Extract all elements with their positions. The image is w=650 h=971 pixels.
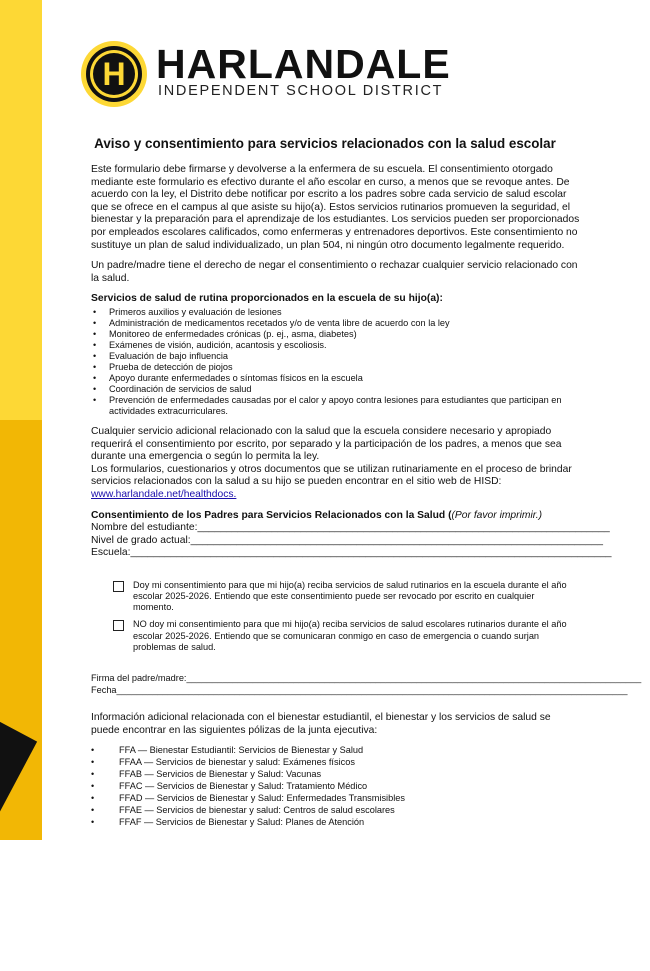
grade-level-field[interactable]: Nivel de grado actual:________________________________________________________________________	[91, 534, 603, 546]
consent-yes-option	[113, 580, 575, 614]
list-item: • Prevención de enfermedades causadas por el calor y apoyo contra lesiones para estudiantes que participan en actividades extracurriculares.	[91, 395, 581, 417]
services-list	[91, 307, 581, 417]
list-item: • FFAF — Servicios de Bienestar y Salud: Planes de Atención	[91, 817, 581, 829]
additional-services-paragraph: Cualquier servicio adicional relacionado con la salud que la escuela considere necesario y apropiado requerirá el consentimiento por escrito, por separado y la participación de los padres, a menos que sea durante una emergencia o según lo permita la ley.	[91, 425, 562, 463]
document-title: Aviso y consentimiento para servicios relacionados con la salud escolar	[94, 136, 556, 151]
list-item: • FFAA — Servicios de bienestar y salud: Exámenes físicos	[91, 757, 581, 769]
right-to-refuse-paragraph: Un padre/madre tiene el derecho de negar el consentimiento o rechazar cualquier servicio relacionado con la salud.	[91, 260, 578, 284]
document-body	[91, 164, 642, 838]
consent-heading-text: Consentimiento de los Padres para Servicios Relacionados con la Salud (	[91, 509, 452, 521]
list-item: • FFAE — Servicios de bienestar y salud: Centros de salud escolares	[91, 805, 581, 817]
list-item: • Monitoreo de enfermedades crónicas (p. ej., asma, diabetes)	[91, 329, 581, 340]
brand-name: HARLANDALE	[156, 41, 451, 87]
list-item: • FFA — Bienestar Estudiantil: Servicios de Bienestar y Salud	[91, 745, 581, 757]
consent-yes-checkbox[interactable]	[113, 581, 124, 592]
list-item: • Apoyo durante enfermedades o síntomas físicos en la escuela	[91, 373, 581, 384]
consent-options	[113, 580, 575, 653]
policies-list	[91, 745, 581, 828]
consent-heading-note: (Por favor imprimir.)	[451, 509, 543, 521]
intro-paragraph: Este formulario debe firmarse y devolverse a la enfermera de su escuela. El consentimiento otorgado mediante este formulario es efectivo durante el año escolar en curso, a menos que se revoque antes. De acuerdo con la ley, el Distrito debe notificar por escrito a los padres sobre cada servicio de salud escolar que se ofrece en el campus al que asiste su hijo(a). Estos servicios rutinarios promueven la seguridad, el bienestar y la preparación para el aprendizaje de los estudiantes. Los servicios pueden ser proporcionados por empleados escolares calificados, como enfermeras y entrenadores deportivos. Este consentimiento no sustituye un plan de salud individualizado, un plan 504, ni ningún otro documento legalmente requerido.	[91, 164, 580, 251]
district-logo	[80, 40, 460, 110]
list-item: • Evaluación de bajo influencia	[91, 351, 581, 362]
list-item: • Prueba de detección de piojos	[91, 362, 581, 373]
consent-no-label: NO doy mi consentimiento para que mi hijo(a) reciba servicios de salud escolares rutinarios durante el año escolar 2025-2026. Entiendo que se comunicaran conmigo en caso de emergencia o cuando surjan problemas de salud.	[133, 619, 567, 652]
list-item: • FFAC — Servicios de Bienestar y Salud: Tratamiento Médico	[91, 781, 581, 793]
school-field[interactable]: Escuela:____________________________________________________________________________________	[91, 547, 612, 559]
policies-intro: Información adicional relacionada con el bienestar estudiantil, el bienestar y los servicios de salud se puede encontrar en las siguientes pólizas de la junta ejecutiva:	[91, 712, 551, 736]
decorative-side-band	[0, 0, 42, 840]
list-item: • FFAB — Servicios de Bienestar y Salud: Vacunas	[91, 769, 581, 781]
harlandale-badge-icon	[80, 40, 148, 108]
forms-text: Los formularios, cuestionarios y otros documentos que se utilizan rutinariamente en el proceso de brindar servicios relacionados con la salud a su hijo se pueden encontrar en el sitio web de HISD:	[91, 463, 572, 488]
consent-heading	[91, 510, 581, 523]
consent-no-checkbox[interactable]	[113, 620, 124, 631]
badge-letter: H	[102, 56, 126, 92]
list-item: • Exámenes de visión, audición, acantosis y escoliosis.	[91, 340, 581, 351]
website-link[interactable]: www.harlandale.net/healthdocs.	[91, 488, 237, 500]
list-item: • Administración de medicamentos recetados y/o de venta libre de acuerdo con la ley	[91, 318, 581, 329]
consent-no-option	[113, 619, 575, 653]
list-item: • FFAD — Servicios de Bienestar y Salud: Enfermedades Transmisibles	[91, 793, 581, 805]
consent-yes-label: Doy mi consentimiento para que mi hijo(a) reciba servicios de salud rutinarios en la escuela durante el año escolar 2025-2026. Entiendo que este consentimiento puede ser revocado por escrito en cualquier momento.	[133, 579, 567, 613]
student-name-field[interactable]: Nombre del estudiante:________________________________________________________________________	[91, 522, 610, 534]
forms-paragraph	[91, 464, 581, 502]
signature-block	[91, 673, 642, 696]
list-item: • Primeros auxilios y evaluación de lesiones	[91, 307, 581, 318]
parent-signature-field[interactable]: Firma del padre/madre:_________________________________________________________________________________________	[91, 673, 642, 684]
brand-subtitle: INDEPENDENT SCHOOL DISTRICT	[158, 83, 444, 99]
services-heading: Servicios de salud de rutina proporcionados en la escuela de su hijo(a):	[91, 293, 443, 305]
date-field[interactable]: Fecha____________________________________________________________________________________________________	[91, 684, 628, 695]
list-item: • Coordinación de servicios de salud	[91, 384, 581, 395]
